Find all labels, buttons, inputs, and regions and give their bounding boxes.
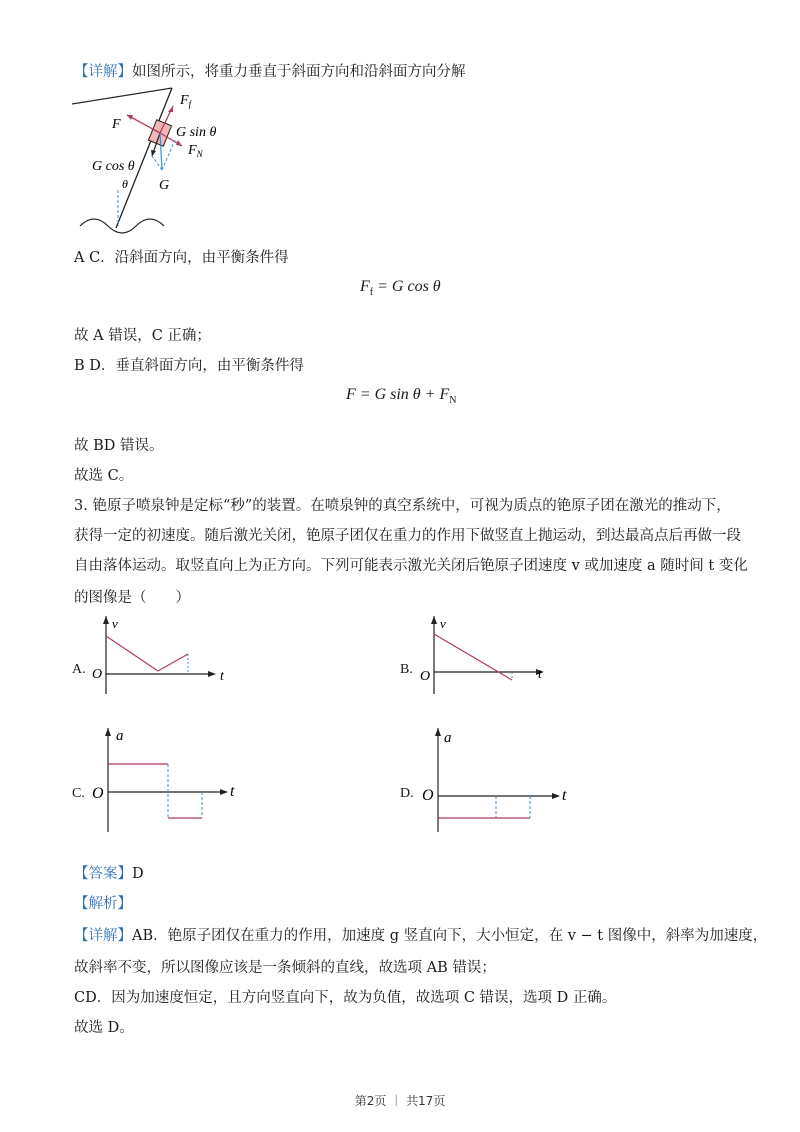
equation-1: $F_f = G$ cos θ xyxy=(360,278,441,299)
ac-result: 故 A 错误，C 正确； xyxy=(74,328,211,344)
option-c-label: C. xyxy=(72,786,85,801)
ff-label: $F_f$ xyxy=(180,93,192,109)
ac-line: A C．沿斜面方向，由平衡条件得 xyxy=(74,250,289,266)
svg-text:O: O xyxy=(422,787,434,804)
detail-intro-text: 如图所示，将重力垂直于斜面方向和沿斜面方向分解 xyxy=(132,64,466,80)
option-a-label: A. xyxy=(72,662,86,677)
svg-text:t: t xyxy=(538,667,542,682)
svg-text:v: v xyxy=(440,616,446,631)
analysis-tag: 【解析】 xyxy=(74,896,132,912)
analysis-line xyxy=(74,894,132,914)
q3-stem-line-1: 3. 铯原子喷泉钟是定标“秒”的装置。在喷泉钟的真空系统中，可视为质点的铯原子团在激光的推动下， xyxy=(74,498,731,514)
detail-line-4: 故选 D。 xyxy=(74,1020,134,1036)
svg-text:O: O xyxy=(420,669,431,684)
answer-line xyxy=(74,864,144,884)
gcos-label: G cos θ xyxy=(92,159,135,174)
bd-line: B D．垂直斜面方向，由平衡条件得 xyxy=(74,358,304,374)
svg-text:t: t xyxy=(562,787,567,804)
svg-text:v: v xyxy=(112,616,118,631)
f-label: F xyxy=(112,117,121,132)
page-footer: 第2页 ｜ 共17页 xyxy=(354,1094,446,1108)
option-b-graph xyxy=(420,616,560,696)
answer-value: D xyxy=(132,866,144,882)
answer-tag: 【答案】 xyxy=(74,866,132,882)
q3-stem-line-3: 自由落体运动。取竖直向上为正方向。下列可能表示激光关闭后铯原子团速度 v 或加速度 a 随时间 t 变化 xyxy=(74,558,748,574)
g-label: G xyxy=(159,178,170,193)
detail-intro-line xyxy=(74,62,466,82)
theta-label: θ xyxy=(122,177,128,191)
option-d-label: D. xyxy=(400,786,414,801)
choice-c: 故选 C。 xyxy=(74,468,134,484)
svg-text:a: a xyxy=(444,730,452,746)
q3-stem-line-4: 的图像是（ ） xyxy=(74,590,190,606)
force-diagram xyxy=(72,88,252,238)
detail-line-3: CD．因为加速度恒定，且方向竖直向下，故为负值，故选项 C 错误，选项 D 正确。 xyxy=(74,990,617,1006)
svg-text:t: t xyxy=(230,783,235,800)
option-c-graph xyxy=(90,724,250,834)
equation-2: F = G $\sin \theta + F_N$ xyxy=(346,386,457,407)
option-d-graph xyxy=(420,724,580,834)
q3-stem-line-2: 获得一定的初速度。随后激光关闭，铯原子团仅在重力的作用下做竖直上抛运动，到达最高点后再做一段 xyxy=(74,528,741,544)
detail-tag: 【详解】 xyxy=(74,64,132,80)
detail-line-2: 故斜率不变，所以图像应该是一条倾斜的直线，故选项 AB 错误； xyxy=(74,960,496,976)
gsin-label: G sin θ xyxy=(176,125,217,140)
svg-text:t: t xyxy=(220,669,224,684)
detail-line-1: 【详解】AB．铯原子团仅在重力的作用，加速度 g 竖直向下，大小恒定，在 v − t 图像中，斜率为加速度， xyxy=(74,928,768,944)
svg-text:O: O xyxy=(92,667,103,682)
bd-result: 故 BD 错误。 xyxy=(74,438,164,454)
svg-text:a: a xyxy=(116,728,124,744)
svg-text:O: O xyxy=(92,785,104,802)
detail-tag-2: 【详解】 xyxy=(74,928,132,944)
option-b-label: B. xyxy=(400,662,413,677)
option-a-graph xyxy=(92,616,232,696)
fn-label: $F_N$ xyxy=(188,143,203,159)
